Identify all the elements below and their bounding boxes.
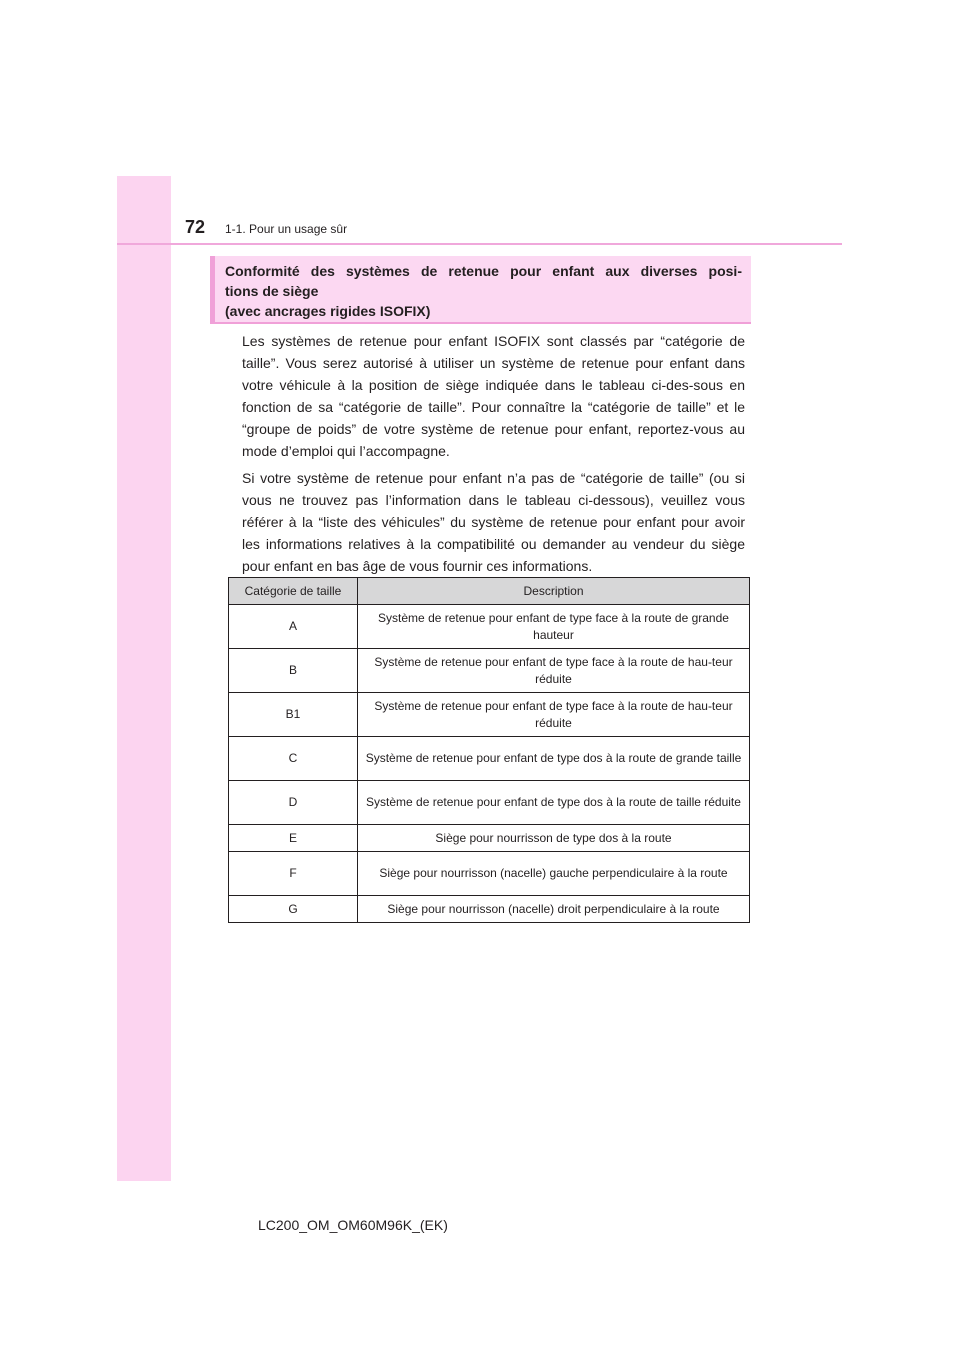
description-cell: Système de retenue pour enfant de type dos à la route de grande taille — [358, 737, 750, 781]
section-heading — [210, 256, 751, 324]
table-row — [229, 693, 750, 737]
table-header-row — [229, 578, 750, 605]
category-cell: G — [229, 896, 358, 923]
side-band — [117, 176, 171, 1181]
size-category-table — [228, 577, 750, 923]
paragraph-1: Les systèmes de retenue pour enfant ISOFIX sont classés par “catégorie de taille”. Vous serez autorisé à utiliser un système de retenue pour enfant dans votre véhicule à la position de siège indiquée dans le tableau ci-des-sous en fonction de sa “catégorie de taille”. Pour connaître la “catégorie de taille” et le “groupe de poids” de votre système de retenue pour enfant, reportez-vous au mode d’emploi qui l’accompagne. — [242, 333, 745, 459]
header-rule — [117, 243, 842, 245]
body-text — [242, 330, 745, 582]
category-cell: C — [229, 737, 358, 781]
category-cell: B1 — [229, 693, 358, 737]
page-number: 72 — [185, 217, 206, 237]
table-row — [229, 605, 750, 649]
description-cell: Système de retenue pour enfant de type dos à la route de taille réduite — [358, 781, 750, 825]
table-row — [229, 737, 750, 781]
heading-line-1: Conformité des systèmes de retenue pour enfant aux diverses posi- — [225, 263, 742, 279]
description-cell: Siège pour nourrisson (nacelle) droit perpendiculaire à la route — [358, 896, 750, 923]
category-cell: D — [229, 781, 358, 825]
section-title: 1-1. Pour un usage sûr — [225, 222, 348, 236]
description-cell: Système de retenue pour enfant de type face à la route de hau-teur réduite — [358, 693, 750, 737]
table-row — [229, 896, 750, 923]
document-code: LC200_OM_OM60M96K_(EK) — [258, 1217, 448, 1233]
category-cell: F — [229, 852, 358, 896]
table-row — [229, 825, 750, 852]
paragraph-2: Si votre système de retenue pour enfant n’a pas de “catégorie de taille” (ou si vous ne trouvez pas l’information dans le tableau ci-dessous), veuillez vous référer à la “liste des véhicules” du système de retenue pour enfant pour avoir les informations relatives à la compatibilité ou demander au vendeur du siège pour enfant en bas âge de vous fournir ces informations. — [242, 470, 745, 574]
description-cell: Système de retenue pour enfant de type face à la route de hau-teur réduite — [358, 649, 750, 693]
category-cell: A — [229, 605, 358, 649]
description-cell: Siège pour nourrisson (nacelle) gauche perpendiculaire à la route — [358, 852, 750, 896]
heading-line-2: tions de siège — [225, 283, 319, 299]
category-cell: B — [229, 649, 358, 693]
table-row — [229, 781, 750, 825]
category-cell: E — [229, 825, 358, 852]
description-cell: Siège pour nourrisson de type dos à la route — [358, 825, 750, 852]
heading-line-3: (avec ancrages rigides ISOFIX) — [225, 303, 431, 319]
table-row — [229, 852, 750, 896]
table-row — [229, 649, 750, 693]
column-header-description: Description — [358, 578, 750, 605]
description-cell: Système de retenue pour enfant de type face à la route de grande hauteur — [358, 605, 750, 649]
column-header-category: Catégorie de taille — [229, 578, 358, 605]
